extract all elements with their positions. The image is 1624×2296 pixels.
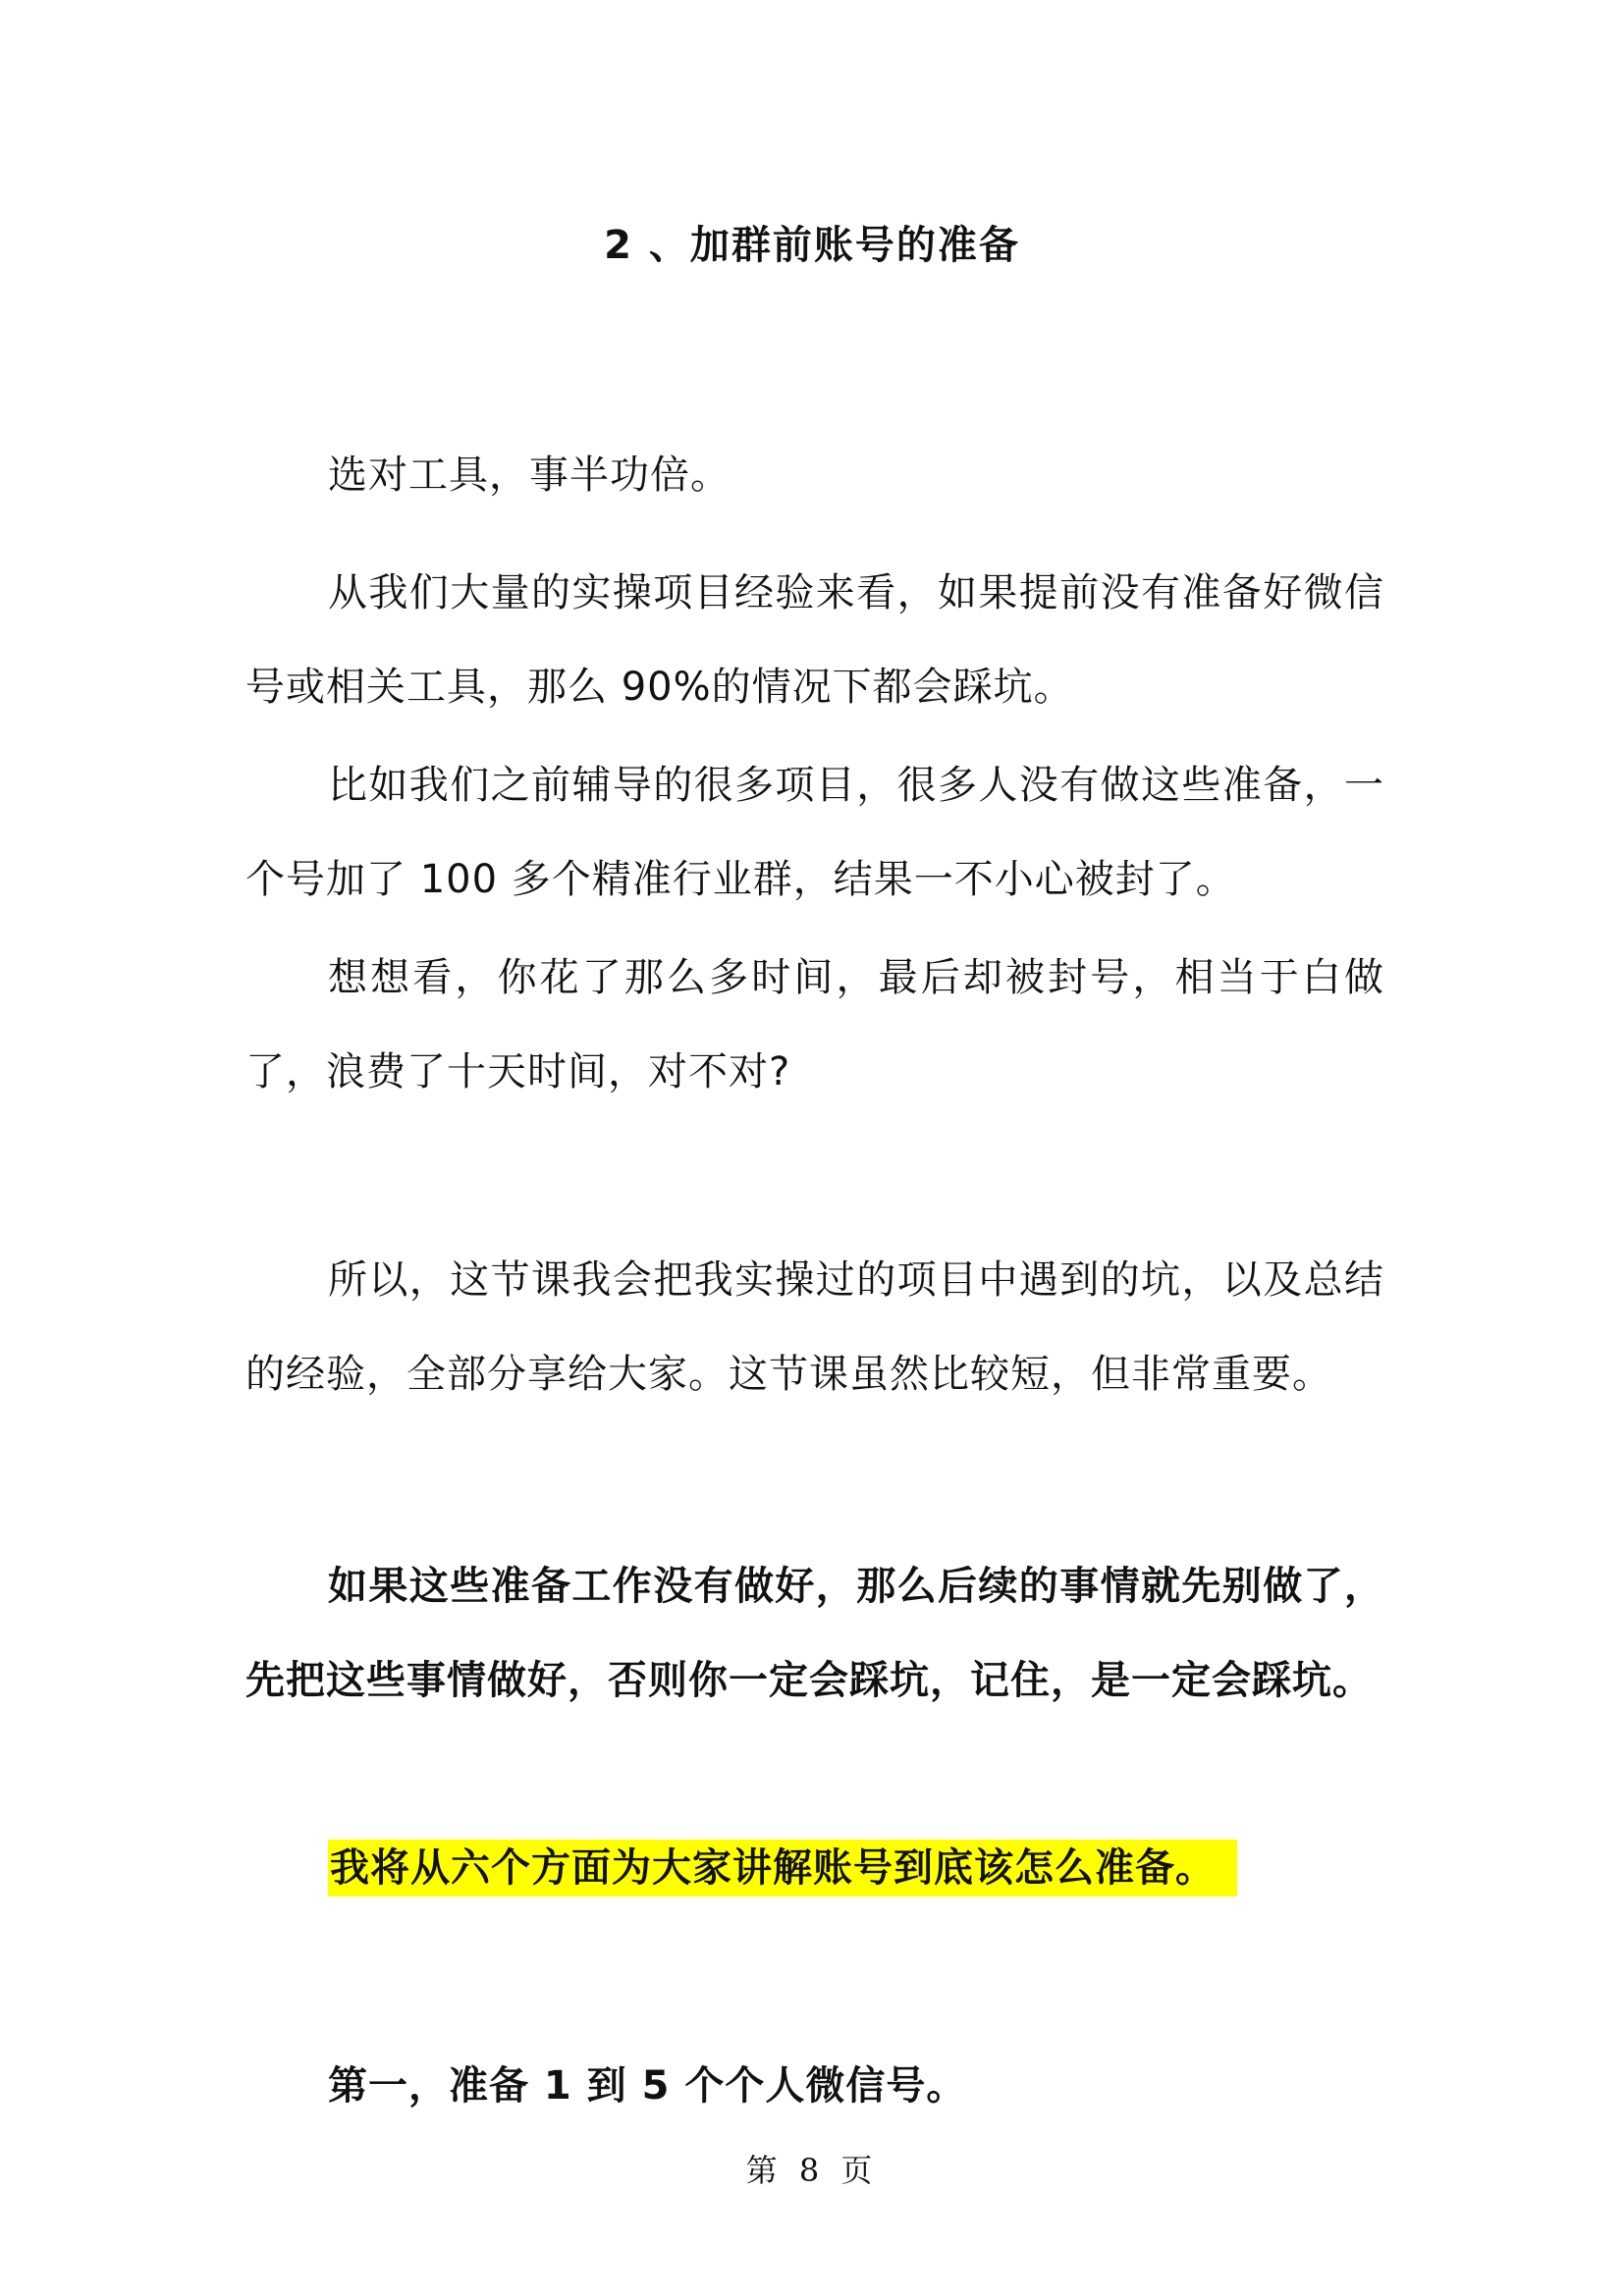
section-title: 2 、加群前账号的准备 (604, 223, 1020, 268)
paragraph-summary: 所以，这节课我会把我实操过的项目中遇到的坑，以及总结的经验，全部分享给大家。这节课虽然比较短，但非常重要。 (245, 1257, 1384, 1397)
highlighted-text: 我将从六个方面为大家讲解账号到底该怎么准备。 (328, 1840, 1237, 1896)
first-point-heading: 第一，准备 1 到 5 个个人微信号。 (328, 2063, 967, 2109)
paragraph-intro: 选对工具，事半功倍。 (328, 453, 731, 498)
paragraph-experience: 从我们大量的实操项目经验来看，如果提前没有准备好微信号或相关工具，那么 90%的情况下都会踩坑。 (245, 570, 1384, 710)
emphasis-paragraph: 如果这些准备工作没有做好，那么后续的事情就先别做了，先把这些事情做好，否则你一定会踩坑，记住，是一定会踩坑。 (245, 1564, 1384, 1703)
paragraph-example: 比如我们之前辅导的很多项目，很多人没有做这些准备，一个号加了 100 多个精准行业群，结果一不小心被封了。 (245, 763, 1384, 902)
highlighted-statement (328, 1834, 1237, 1902)
paragraph-reflection: 想想看，你花了那么多时间，最后却被封号，相当于白做了，浪费了十天时间，对不对? (245, 955, 1384, 1095)
page-number: 第 8 页 (745, 2152, 879, 2189)
